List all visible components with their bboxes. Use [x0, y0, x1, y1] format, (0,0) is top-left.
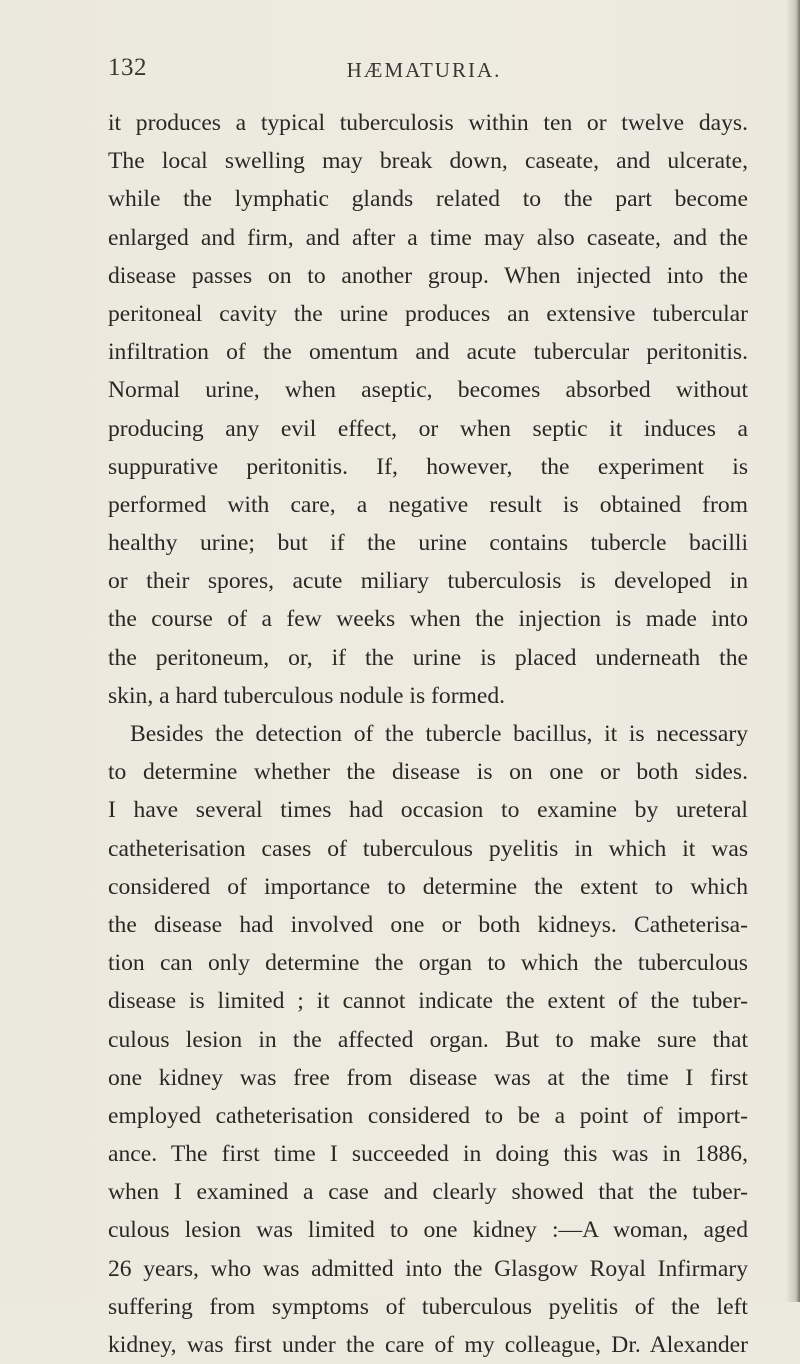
page-number: 132 — [108, 54, 147, 81]
text-line: the course of a few weeks when the injection is made into — [108, 606, 748, 633]
text-line: catheterisation cases of tuberculous pyelitis in which it was — [108, 835, 748, 862]
text-line: it produces a typical tuberculosis within ten or twelve days. — [108, 110, 748, 136]
text-line: or their spores, acute miliary tuberculosis is developed in — [108, 568, 748, 595]
text-line: while the lymphatic glands related to the part become — [108, 186, 748, 213]
text-line: one kidney was free from disease was at the time I first — [108, 1064, 748, 1091]
text-line: healthy urine; but if the urine contains tubercle bacilli — [108, 530, 748, 557]
text-line: suppurative peritonitis. If, however, the experiment is — [108, 453, 748, 480]
text-line: tion can only determine the organ to which the tuberculous — [108, 950, 748, 977]
text-line: I have several times had occasion to examine by ureteral — [108, 797, 748, 824]
text-line: producing any evil effect, or when septic it induces a — [108, 415, 748, 442]
text-line: disease passes on to another group. When injected into the — [108, 262, 748, 289]
text-line: considered of importance to determine the extent to which — [108, 873, 748, 900]
running-head: HÆMATURIA. — [346, 58, 502, 82]
paragraph-start-line: Besides the detection of the tubercle bacillus, it is necessary — [130, 721, 748, 747]
text-line: disease is limited ; it cannot indicate the extent of the tuber- — [108, 988, 748, 1015]
text-line: performed with care, a negative result is obtained from — [108, 491, 748, 518]
text-line: the peritoneum, or, if the urine is placed underneath the — [108, 644, 748, 671]
text-line: ance. The first time I succeeded in doing this was in 1886, — [108, 1141, 748, 1168]
text-line: suffering from symptoms of tuberculous pyelitis of the left — [108, 1293, 748, 1320]
text-line: employed catheterisation considered to be a point of import- — [108, 1102, 748, 1129]
text-line: 26 years, who was admitted into the Glasgow Royal Infirmary — [108, 1255, 748, 1282]
text-line: to determine whether the disease is on one or both sides. — [108, 759, 748, 786]
text-line: Normal urine, when aseptic, becomes absorbed without — [108, 377, 748, 404]
text-line: The local swelling may break down, caseate, and ulcerate, — [108, 148, 748, 175]
text-line: kidney, was first under the care of my colleague, Dr. Alexander — [108, 1332, 748, 1358]
text-line: culous lesion was limited to one kidney :—A woman, aged — [108, 1217, 748, 1244]
text-line: culous lesion in the affected organ. But to make sure that — [108, 1026, 748, 1053]
body-text — [108, 104, 748, 1364]
text-line: infiltration of the omentum and acute tubercular peritonitis. — [108, 339, 748, 366]
text-line: skin, a hard tuberculous nodule is formed. — [108, 682, 506, 709]
text-line: the disease had involved one or both kidneys. Catheterisa- — [108, 911, 748, 938]
text-line: peritoneal cavity the urine produces an extensive tubercular — [108, 300, 748, 327]
page-edge-shadow — [786, 0, 800, 1302]
text-line: when I examined a case and clearly showed that the tuber- — [108, 1179, 748, 1206]
text-line: enlarged and firm, and after a time may also caseate, and the — [108, 224, 748, 251]
